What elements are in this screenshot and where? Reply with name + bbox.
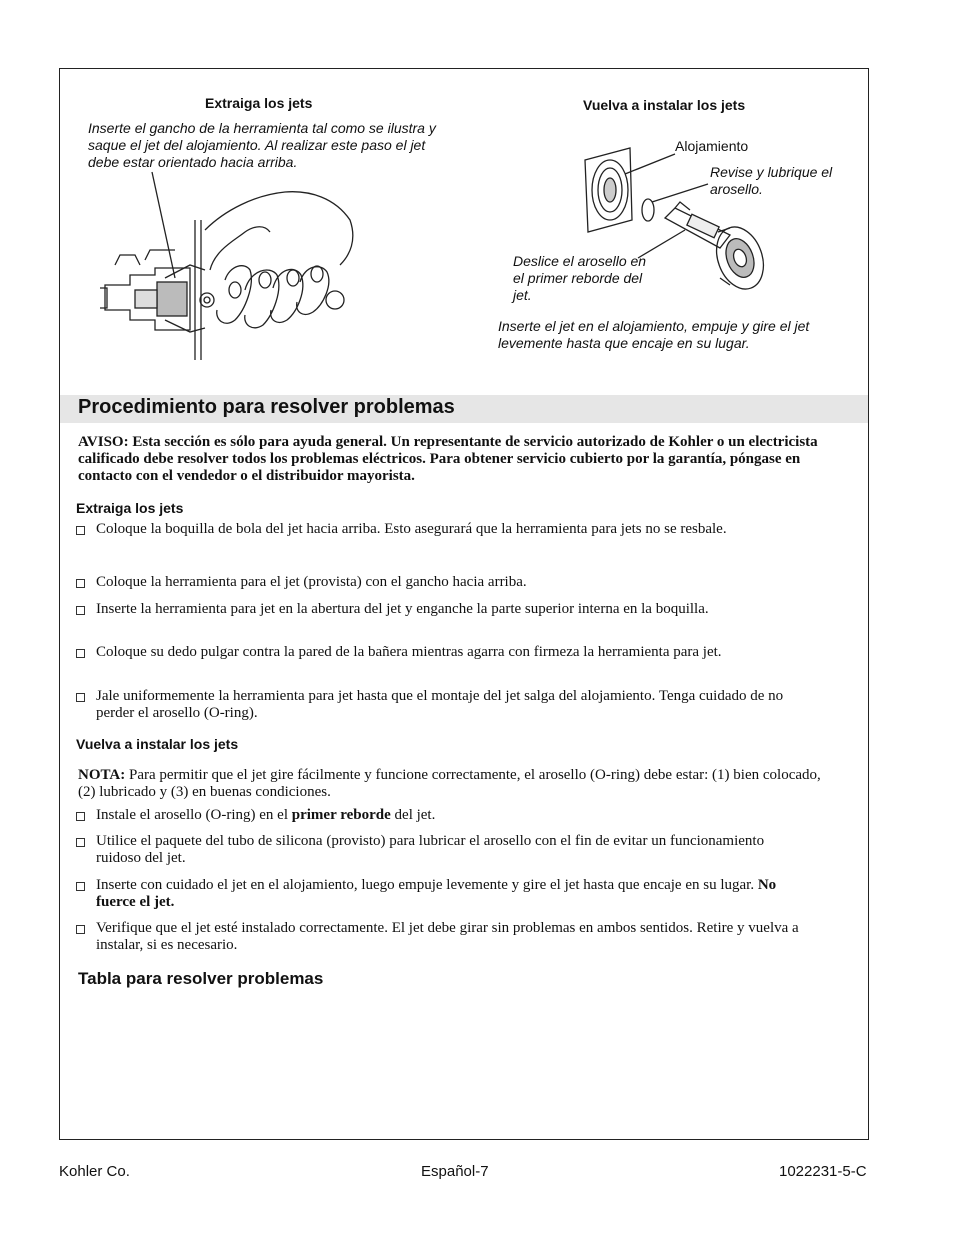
footer-page-number: Español-7 — [421, 1163, 489, 1180]
notice-paragraph: AVISO: Esta sección es sólo para ayuda general. Un representante de servicio autorizado de Kohler o un electricista calificado debe resolver todos los problemas eléctricos. Para obtener servicio cubierto por la garantía, póngase en contacto con el vendedor o el distribuidor mayorista. — [78, 434, 818, 484]
checkbox-icon — [76, 579, 85, 588]
reinstall-heading: Vuelva a instalar los jets — [76, 736, 239, 752]
label-check-oring: Revise y lubrique el arosello. — [710, 164, 833, 197]
table-heading: Tabla para resolver problemas — [78, 969, 324, 988]
jet-reinstall-illustration — [580, 140, 780, 295]
list-item: Coloque la boquilla de bola del jet hacia arriba. Esto asegurará que la herramienta para jets no se resbale. — [76, 521, 806, 538]
remove-heading: Extraiga los jets — [76, 500, 184, 516]
fig-right-title: Vuelva a instalar los jets — [583, 97, 746, 113]
section-title: Procedimiento para resolver problemas — [78, 396, 455, 418]
checkbox-icon — [76, 882, 85, 891]
checkbox-icon — [76, 526, 85, 535]
list-item: Coloque su dedo pulgar contra la pared de la bañera mientras agarra con firmeza la herramienta para jet. — [76, 644, 806, 661]
note-paragraph: NOTA: Para permitir que el jet gire fácilmente y funcione correctamente, el arosello (O-ring) debe estar: (1) bien colocado, (2) lubricado y (3) en buenas condiciones. — [78, 767, 821, 800]
fig-left-title: Extraiga los jets — [205, 95, 313, 111]
label-slide-oring: Deslice el arosello en el primer reborde del jet. — [513, 253, 647, 303]
list-item: Coloque la herramienta para el jet (provista) con el gancho hacia arriba. — [76, 574, 806, 591]
fig-left-caption: Inserte el gancho de la herramienta tal como se ilustra y saque el jet del alojamiento. Al realizar este paso el jet debe estar orientado hacia arriba. — [88, 120, 436, 170]
checkbox-icon — [76, 606, 85, 615]
checkbox-icon — [76, 838, 85, 847]
jet-removal-illustration — [95, 170, 365, 365]
label-housing: Alojamiento — [675, 138, 749, 154]
footer-company: Kohler Co. — [59, 1163, 130, 1180]
checkbox-icon — [76, 693, 85, 702]
list-item: Instale el arosello (O-ring) en el primer reborde del jet. — [76, 807, 806, 824]
list-item: Utilice el paquete del tubo de silicona (provisto) para lubricar el arosello con el fin de evitar un funcionamiento ruidoso del jet. — [76, 833, 806, 867]
list-item: Verifique que el jet esté instalado correctamente. El jet debe girar sin problemas en ambos sentidos. Retire y vuelva a instalar, si es necesario. — [76, 920, 806, 954]
list-item: Inserte con cuidado el jet en el alojamiento, luego empuje levemente y gire el jet hasta que encaje en su lugar. No fuerce el jet. — [76, 877, 806, 911]
list-item: Jale uniformemente la herramienta para jet hasta que el montaje del jet salga del alojamiento. Tenga cuidado de no perder el arosello (O-ring). — [76, 688, 806, 722]
fig-right-caption: Inserte el jet en el alojamiento, empuje y gire el jet levemente hasta que encaje en su lugar. — [498, 318, 810, 351]
checkbox-icon — [76, 925, 85, 934]
checkbox-icon — [76, 812, 85, 821]
footer-doc-number: 1022231-5-C — [779, 1163, 867, 1180]
list-item: Inserte la herramienta para jet en la abertura del jet y enganche la parte superior interna en la boquilla. — [76, 601, 806, 618]
checkbox-icon — [76, 649, 85, 658]
